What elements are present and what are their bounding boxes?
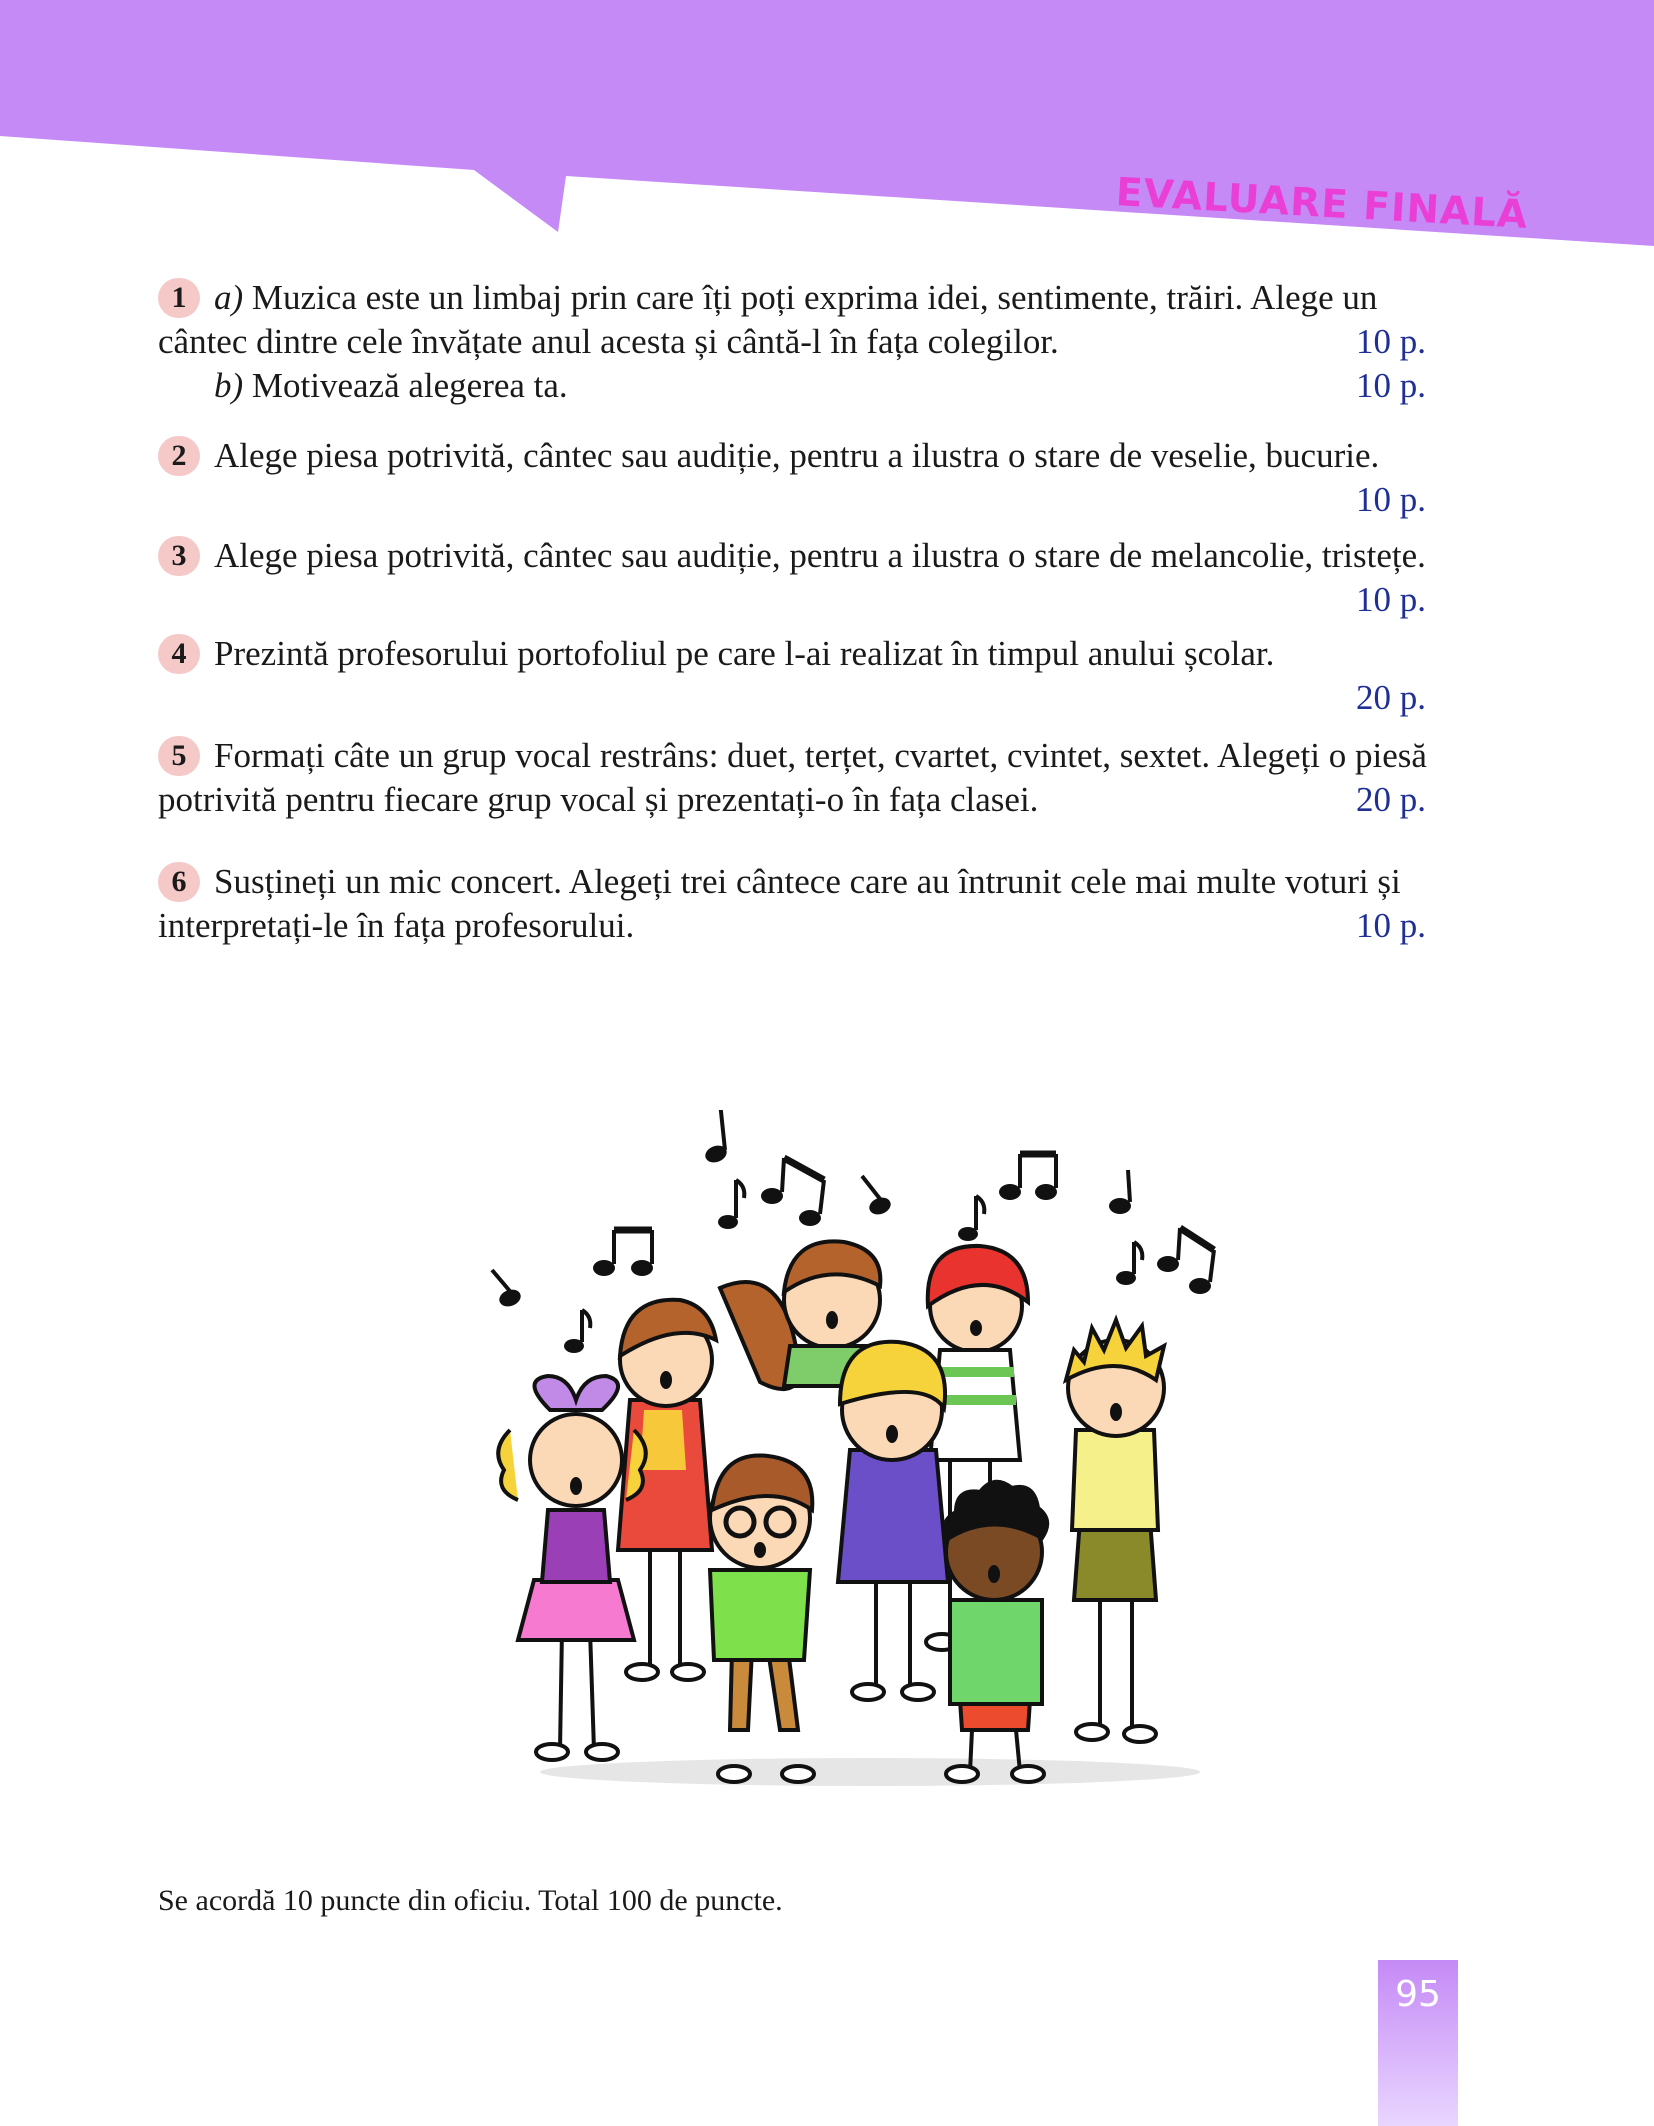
task-text: Alege piesa potrivită, cântec sau audiție, pentru a ilustra o stare de veselie, bucurie. — [214, 436, 1380, 475]
task-text: Muzica este un limbaj prin care îți poți exprima idei, sentimente, trăiri. Alege un — [243, 278, 1378, 317]
task-4-line-1 — [158, 632, 1458, 676]
task-list — [158, 276, 1458, 948]
task-2-line-1 — [158, 434, 1458, 478]
music-note-icon — [703, 1110, 729, 1165]
music-note-icon — [958, 1196, 984, 1241]
child-figure — [710, 1455, 814, 1782]
music-note-icon — [1157, 1228, 1214, 1294]
points-label: 20 p. — [1356, 780, 1426, 819]
task-text: Motivează alegerea ta. — [243, 366, 568, 405]
child-figure — [498, 1376, 646, 1760]
sub-question-label: b) — [214, 366, 244, 405]
task-4 — [158, 632, 1458, 720]
music-note-icon — [862, 1176, 893, 1217]
page-number-box — [1378, 1960, 1458, 2126]
task-3-line-1 — [158, 534, 1458, 578]
footer-note: Se acordă 10 puncte din oficiu. Total 100 de puncte. — [158, 1884, 783, 1917]
points-label: 10 p. — [1356, 580, 1426, 619]
task-text: Susțineți un mic concert. Alegeți trei cântece care au întrunit cele mai multe voturi și — [214, 862, 1401, 901]
task-6-line-2 — [158, 904, 1458, 948]
task-6-line-1 — [158, 860, 1458, 904]
task-2 — [158, 434, 1458, 522]
music-note-icon — [999, 1154, 1057, 1200]
music-note-icon — [593, 1230, 653, 1276]
points-label: 10 p. — [1356, 322, 1426, 361]
task-5 — [158, 734, 1458, 822]
task-number-badge: 2 — [158, 436, 200, 476]
task-number-badge: 6 — [158, 862, 200, 902]
section-title: EVALUARE FINALĂ — [1114, 170, 1530, 239]
task-text: Alege piesa potrivită, cântec sau audiție, pentru a ilustra o stare de melancolie, tristețe. — [214, 536, 1426, 575]
task-2-line-2 — [158, 478, 1458, 522]
task-4-line-2 — [158, 676, 1458, 720]
task-text: Formați câte un grup vocal restrâns: duet, terțet, cvartet, cvintet, sextet. Alegeți o piesă — [214, 736, 1427, 775]
page-number: 95 — [1395, 1974, 1441, 2015]
task-6 — [158, 860, 1458, 948]
children-choir-illustration — [480, 1110, 1240, 1810]
task-3 — [158, 534, 1458, 622]
music-note-icon — [564, 1310, 590, 1353]
task-5-line-2 — [158, 778, 1458, 822]
task-number-badge: 4 — [158, 634, 200, 674]
task-text: cântec dintre cele învățate anul acesta și cântă-l în fața colegilor. — [158, 322, 1059, 361]
task-1-line-3 — [158, 364, 1458, 408]
music-note-icon — [1116, 1242, 1142, 1285]
points-label: 20 p. — [1356, 678, 1426, 717]
task-number-badge: 3 — [158, 536, 200, 576]
task-text: interpretați-le în fața profesorului. — [158, 906, 635, 945]
task-5-line-1 — [158, 734, 1458, 778]
points-label: 10 p. — [1356, 366, 1426, 405]
music-note-icon — [492, 1270, 523, 1309]
music-note-icon — [718, 1180, 744, 1229]
child-figure — [944, 1482, 1047, 1782]
points-label: 10 p. — [1356, 906, 1426, 945]
task-1 — [158, 276, 1458, 408]
music-note-icon — [1109, 1170, 1131, 1214]
music-note-icon — [761, 1158, 824, 1226]
child-figure — [1066, 1320, 1164, 1742]
task-number-badge: 1 — [158, 278, 200, 318]
points-label: 10 p. — [1356, 480, 1426, 519]
task-1-line-2 — [158, 320, 1458, 364]
task-text: potrivită pentru fiecare grup vocal și prezentați-o în fața clasei. — [158, 780, 1039, 819]
task-3-line-2 — [158, 578, 1458, 622]
sub-question-label: a) — [214, 278, 244, 317]
task-text: Prezintă profesorului portofoliul pe care l-ai realizat în timpul anului școlar. — [214, 634, 1275, 673]
task-1-line-1 — [158, 276, 1458, 320]
task-number-badge: 5 — [158, 736, 200, 776]
